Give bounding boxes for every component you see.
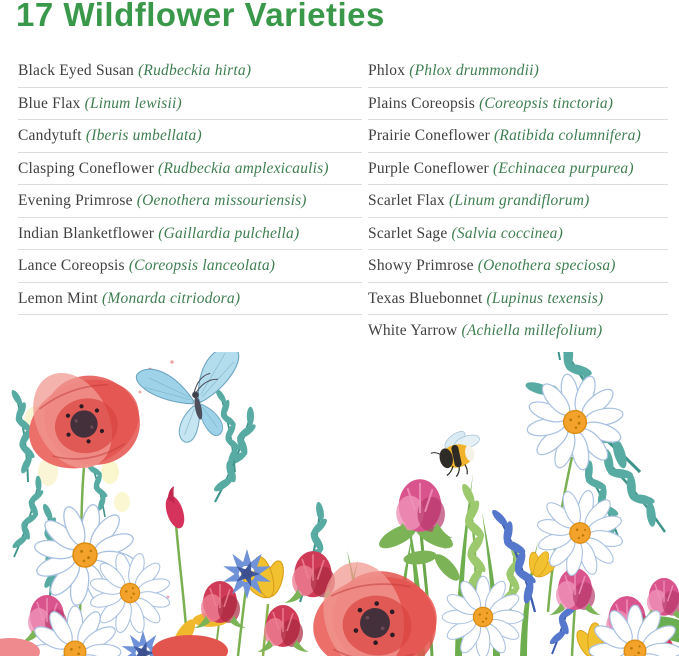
list-item (18, 185, 362, 218)
common-name: Evening Primrose (18, 192, 133, 209)
common-name: Lemon Mint (18, 289, 98, 307)
page-title: 17 Wildflower Varieties (16, 0, 385, 33)
scientific-name: (Coreopsis lanceolata) (128, 257, 276, 274)
scientific-name: (Gaillardia pulchella) (158, 224, 300, 242)
list-item (18, 88, 362, 121)
right-column (368, 55, 668, 347)
bee-icon (430, 428, 481, 480)
list-item (18, 120, 362, 153)
list-item (18, 218, 362, 251)
list-item (18, 153, 362, 186)
list-item (368, 153, 668, 186)
scientific-name: (Linum grandiflorum) (448, 192, 590, 209)
list-item (368, 218, 668, 251)
list-item (368, 185, 668, 218)
common-name: Scarlet Sage (368, 224, 448, 242)
common-name: Lance Coreopsis (18, 257, 125, 274)
wildflower-list (18, 55, 668, 347)
list-item (368, 120, 668, 153)
list-item (368, 315, 668, 347)
scientific-name: (Lupinus texensis) (486, 289, 604, 307)
common-name: Black Eyed Susan (18, 62, 134, 79)
scientific-name: (Oenothera speciosa) (477, 257, 616, 274)
common-name: Blue Flax (18, 94, 81, 112)
list-item (18, 250, 362, 283)
butterfly-icon (134, 352, 254, 450)
list-item (368, 88, 668, 121)
left-column (18, 55, 362, 347)
common-name: Phlox (368, 62, 406, 79)
scientific-name: (Echinacea purpurea) (493, 159, 634, 177)
common-name: Prairie Coneflower (368, 127, 490, 144)
common-name: Texas Bluebonnet (368, 289, 483, 307)
list-item (18, 283, 362, 316)
list-item (368, 55, 668, 88)
scientific-name: (Phlox drummondii) (409, 62, 539, 79)
list-item (368, 250, 668, 283)
scientific-name: (Achiella millefolium) (461, 322, 603, 339)
scientific-name: (Iberis umbellata) (85, 127, 202, 144)
partial-bloom (0, 638, 40, 656)
common-name: Scarlet Flax (368, 192, 445, 209)
common-name: Indian Blanketflower (18, 224, 155, 242)
scientific-name: (Coreopsis tinctoria) (479, 94, 614, 112)
scientific-name: (Oenothera missouriensis) (136, 192, 307, 209)
scientific-name: (Salvia coccinea) (451, 224, 563, 242)
scientific-name: (Rudbeckia hirta) (138, 62, 252, 79)
common-name: Purple Coneflower (368, 159, 489, 177)
scientific-name: (Linum lewisii) (84, 94, 182, 112)
scientific-name: (Rudbeckia amplexicaulis) (158, 159, 329, 177)
wildflower-meadow-illustration (0, 352, 679, 656)
common-name: Showy Primrose (368, 257, 474, 274)
list-item (368, 283, 668, 316)
common-name: Plains Coreopsis (368, 94, 475, 112)
common-name: Candytuft (18, 127, 82, 144)
common-name: Clasping Coneflower (18, 159, 154, 177)
scientific-name: (Ratibida columnifera) (494, 127, 641, 144)
common-name: White Yarrow (368, 322, 458, 339)
list-item (18, 55, 362, 88)
scientific-name: (Monarda citriodora) (102, 289, 241, 307)
